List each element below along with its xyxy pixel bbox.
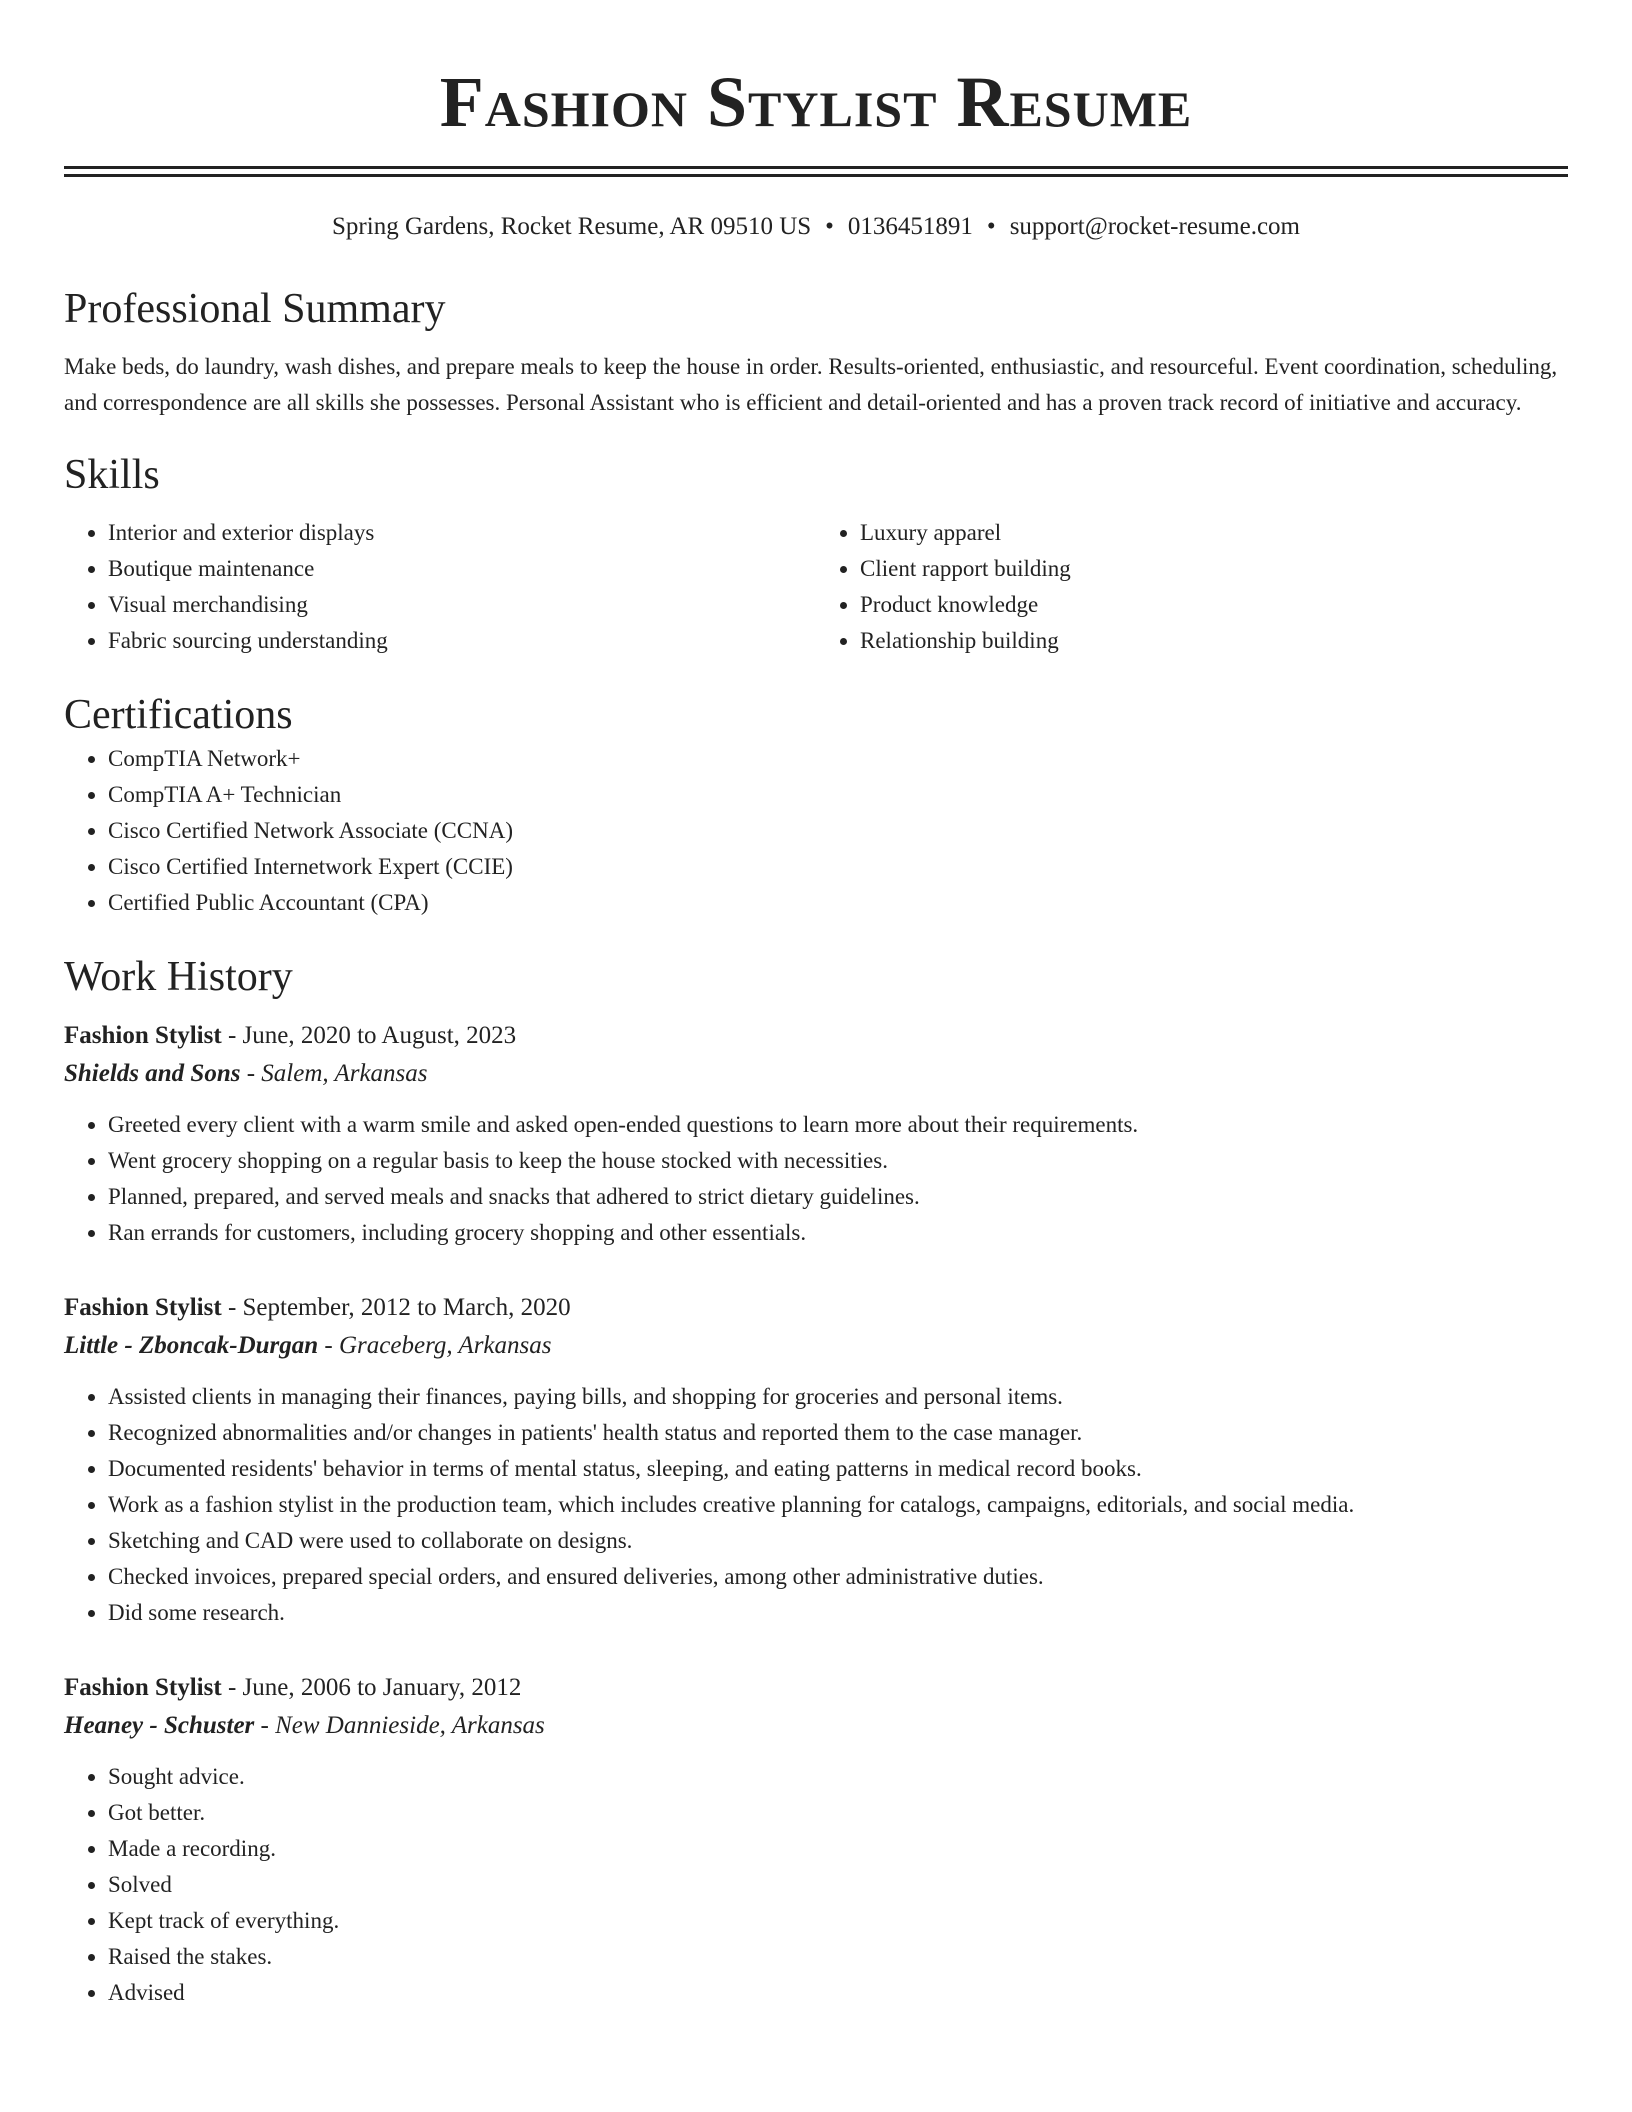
job-duty: • Assisted clients in managing their finances, paying bills, and shopping for groceries and personal items. [108, 1379, 1568, 1415]
skill-item: • Relationship building [860, 623, 1568, 659]
contact-phone: 0136451891 [847, 213, 973, 240]
title-divider [64, 166, 1568, 177]
job-duty: • Advised [108, 1975, 1568, 2011]
job-entry [64, 1669, 1568, 2011]
skills-list-left [64, 515, 816, 659]
job-duty: • Got better. [108, 1795, 1568, 1831]
job-dates: - June, 2020 to August, 2023 [221, 1022, 517, 1049]
job-duty: • Documented residents' behavior in terms of mental status, sleeping, and eating patterns in medical record books. [108, 1451, 1568, 1487]
job-company-line [64, 1327, 1568, 1365]
job-company-line [64, 1707, 1568, 1745]
certifications-list [64, 741, 1568, 921]
job-role: Fashion Stylist [64, 1294, 222, 1321]
job-duties-list [64, 1379, 1568, 1631]
skill-item: • Luxury apparel [860, 515, 1568, 551]
job-duty: • Made a recording. [108, 1831, 1568, 1867]
certification-item: • CompTIA A+ Technician [108, 777, 1568, 813]
contact-line [64, 209, 1568, 245]
job-role: Fashion Stylist [64, 1022, 222, 1049]
job-duty: • Went grocery shopping on a regular basis to keep the house stocked with necessities. [108, 1143, 1568, 1179]
job-duty: • Sketching and CAD were used to collaborate on designs. [108, 1523, 1568, 1559]
job-dates: - September, 2012 to March, 2020 [221, 1294, 571, 1321]
job-company: Shields and Sons [64, 1060, 241, 1087]
job-duty: • Checked invoices, prepared special orders, and ensured deliveries, among other administrative duties. [108, 1559, 1568, 1595]
contact-address: Spring Gardens, Rocket Resume, AR 09510 US [332, 213, 812, 240]
contact-separator: • [825, 213, 834, 240]
job-duties-list [64, 1759, 1568, 2011]
job-title-line [64, 1669, 1568, 1707]
skill-item: • Product knowledge [860, 587, 1568, 623]
skills-heading: Skills [64, 452, 160, 498]
job-duty: • Kept track of everything. [108, 1903, 1568, 1939]
certifications-heading: Certifications [64, 692, 293, 738]
job-duty: • Greeted every client with a warm smile and asked open-ended questions to learn more about their requirements. [108, 1107, 1568, 1143]
job-duty: • Sought advice. [108, 1759, 1568, 1795]
skill-item: • Interior and exterior displays [108, 515, 816, 551]
certification-item: • Certified Public Accountant (CPA) [108, 885, 1568, 921]
job-duty: • Recognized abnormalities and/or changes in patients' health status and reported them to the case manager. [108, 1415, 1568, 1451]
job-title-line [64, 1017, 1568, 1055]
job-company: Little - Zboncak-Durgan [64, 1332, 319, 1359]
job-role: Fashion Stylist [64, 1674, 222, 1701]
job-entry [64, 1017, 1568, 1251]
job-location: - New Dannieside, Arkansas [254, 1712, 545, 1739]
summary-heading: Professional Summary [64, 286, 446, 332]
job-duties-list [64, 1107, 1568, 1251]
work-history-heading: Work History [64, 954, 293, 1000]
skill-item: • Client rapport building [860, 551, 1568, 587]
contact-separator: • [986, 213, 996, 240]
job-duty: • Raised the stakes. [108, 1939, 1568, 1975]
job-duty: • Work as a fashion stylist in the production team, which includes creative planning for catalogs, campaigns, editorials, and social media. [108, 1487, 1568, 1523]
skills-list-right [816, 515, 1568, 659]
skill-item: • Fabric sourcing understanding [108, 623, 816, 659]
job-duty: • Did some research. [108, 1595, 1568, 1631]
job-entry [64, 1289, 1568, 1631]
resume-title: Fashion Stylist Resume [439, 62, 1193, 142]
certification-item: • Cisco Certified Network Associate (CCNA) [108, 813, 1568, 849]
skills-columns [64, 515, 1568, 659]
job-title-line [64, 1289, 1568, 1327]
job-company-line [64, 1055, 1568, 1093]
contact-email: support@rocket-resume.com [1009, 213, 1300, 240]
job-duty: • Ran errands for customers, including grocery shopping and other essentials. [108, 1215, 1568, 1251]
certification-item: • Cisco Certified Internetwork Expert (CCIE) [108, 849, 1568, 885]
certification-item: • CompTIA Network+ [108, 741, 1568, 777]
job-location: - Graceberg, Arkansas [318, 1332, 552, 1359]
job-duty: • Solved [108, 1867, 1568, 1903]
summary-text: Make beds, do laundry, wash dishes, and prepare meals to keep the house in order. Results-oriented, enthusiastic, and resourceful. Event coordination, scheduling, and correspondence are all skills she possesses. Personal Assistant who is efficient and detail-oriented and has a proven track record of initiative and accuracy. [64, 354, 1558, 415]
job-location: - Salem, Arkansas [240, 1060, 428, 1087]
job-company: Heaney - Schuster [64, 1712, 255, 1739]
skill-item: • Visual merchandising [108, 587, 816, 623]
job-dates: - June, 2006 to January, 2012 [221, 1674, 522, 1701]
job-duty: • Planned, prepared, and served meals and snacks that adhered to strict dietary guidelines. [108, 1179, 1568, 1215]
skill-item: • Boutique maintenance [108, 551, 816, 587]
